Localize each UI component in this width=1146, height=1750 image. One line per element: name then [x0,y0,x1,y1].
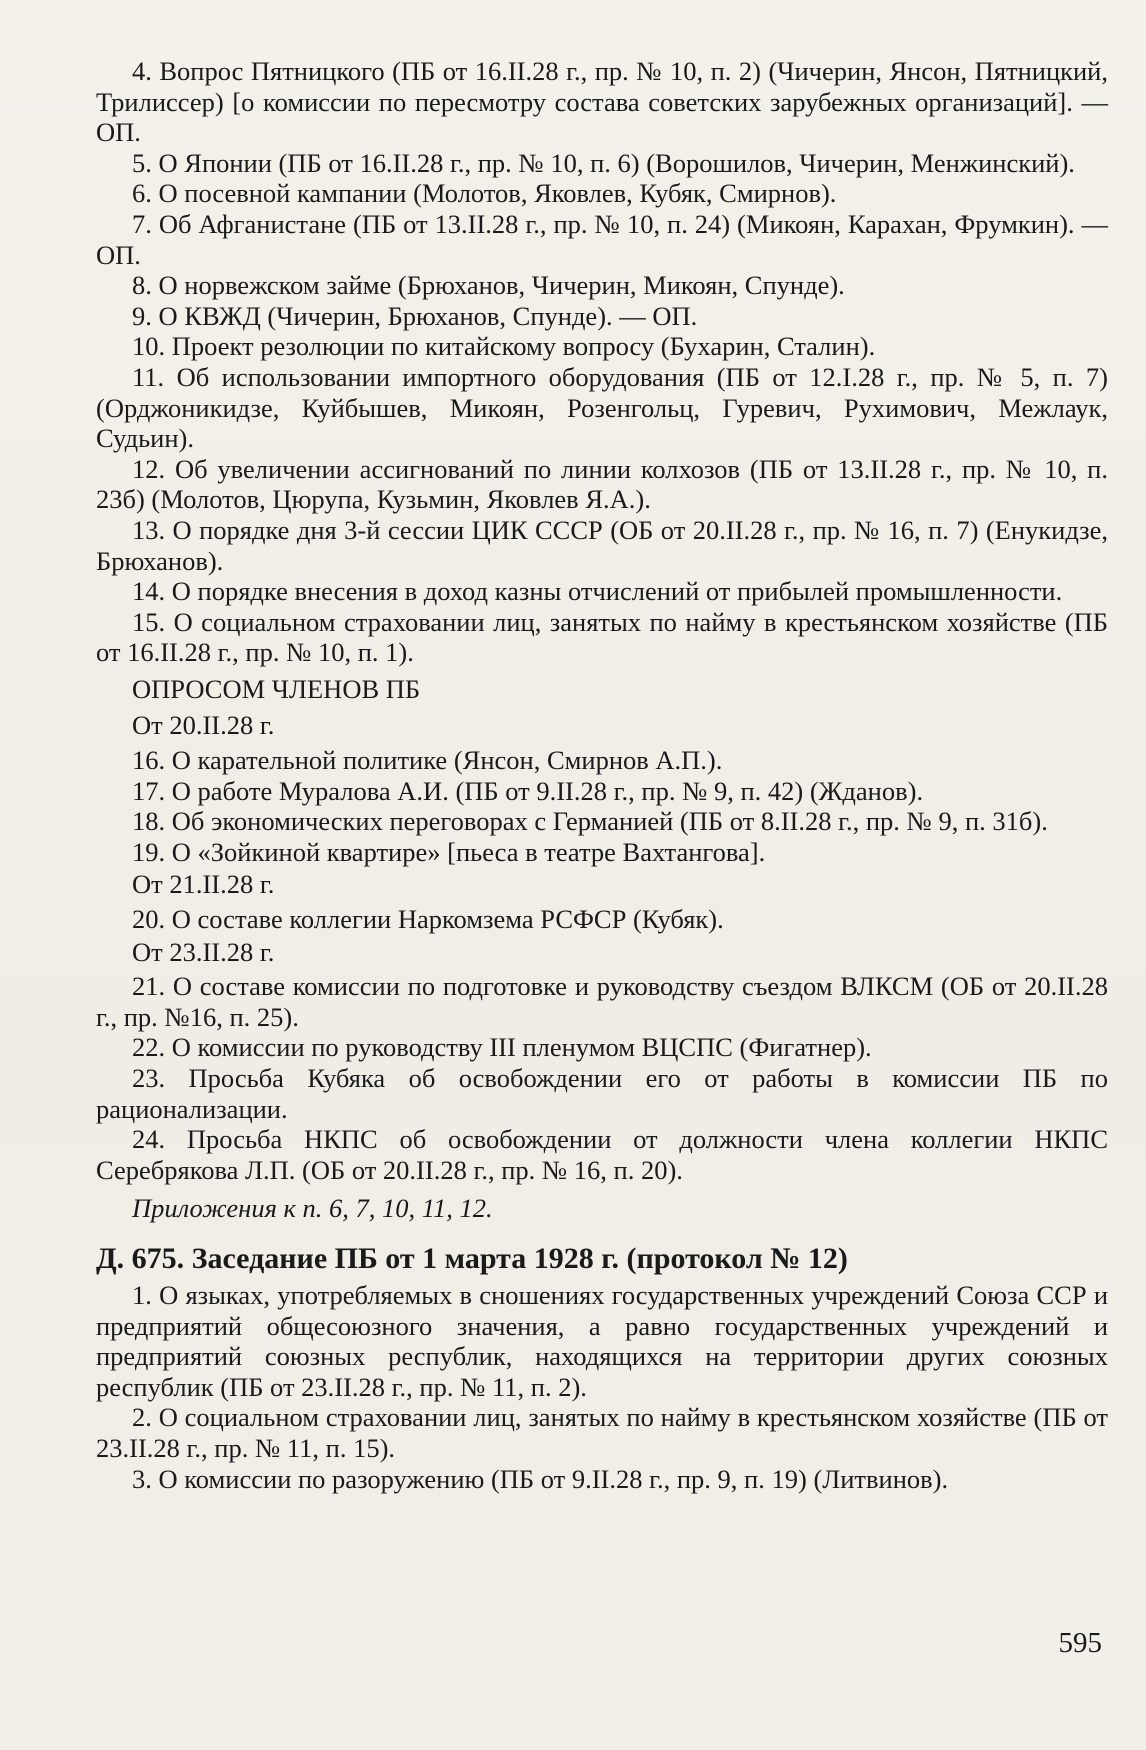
date-heading: От 20.II.28 г. [132,710,275,741]
list-item: 24. Просьба НКПС об освобождении от должности члена коллегии НКПС Серебрякова Л.П. (ОБ от 20.II.28 г., пр. № 16, п. 20). [96,1124,1108,1185]
list-item: 17. О работе Муралова А.И. (ПБ от 9.II.28 г., пр. № 9, п. 42) (Жданов). [132,775,924,806]
list-item: 5. О Японии (ПБ от 16.II.28 г., пр. № 10, п. 6) (Ворошилов, Чичерин, Менжинский). [132,147,1075,178]
page-body [96,56,1108,1494]
list-item: 6. О посевной кампании (Молотов, Яковлев, Кубяк, Смирнов). [132,178,837,209]
list-item: 20. О составе коллегии Наркомзема РСФСР (Кубяк). [132,904,724,935]
list-item: 10. Проект резолюции по китайскому вопросу (Бухарин, Сталин). [132,331,876,362]
list-item: 21. О составе комиссии по подготовке и руководству съездом ВЛКСМ (ОБ от 20.II.28 г., пр. №16, п. 25). [96,971,1108,1032]
list-item: 15. О социальном страховании лиц, занятых по найму в крестьянском хозяйстве (ПБ от 16.II.28 г., пр. № 10, п. 1). [96,606,1108,668]
list-item: 8. О норвежском займе (Брюханов, Чичерин, Микоян, Спунде). [132,270,845,301]
list-item: 13. О порядке дня 3-й сессии ЦИК СССР (ОБ от 20.II.28 г., пр. № 16, п. 7) (Енукидзе, Брюханов). [96,514,1108,576]
list-item: 14. О порядке внесения в доход казны отчислений от прибылей промышленности. [132,576,1063,607]
list-item: 2. О социальном страховании лиц, занятых по найму в крестьянском хозяйстве (ПБ от 23.II.28 г., пр. № 11, п. 15). [96,1402,1108,1463]
date-heading: От 21.II.28 г. [132,869,275,900]
list-item: 4. Вопрос Пятницкого (ПБ от 16.II.28 г., пр. № 10, п. 2) (Чичерин, Янсон, Пятницкий, Трилиссер) [о комиссии по пересмотру состава советских зарубежных организаций]. — ОП. [96,56,1108,148]
section-title: Д. 675. Заседание ПБ от 1 марта 1928 г. (протокол № 12) [96,1241,848,1275]
list-item: 18. Об экономических переговорах с Германией (ПБ от 8.II.28 г., пр. № 9, п. 31б). [132,806,1048,837]
list-item: 9. О КВЖД (Чичерин, Брюханов, Спунде). — ОП. [132,300,698,331]
list-item: 7. Об Афганистане (ПБ от 13.II.28 г., пр. № 10, п. 24) (Микоян, Карахан, Фрумкин). — ОП. [96,208,1108,270]
list-item: 3. О комиссии по разоружению (ПБ от 9.II.28 г., пр. 9, п. 19) (Литвинов). [132,1463,949,1494]
list-item: 19. О «Зойкиной квартире» [пьеса в театре Вахтангова]. [132,836,766,867]
list-item: 16. О карательной политике (Янсон, Смирнов А.П.). [132,745,723,776]
date-heading: От 23.II.28 г. [132,936,275,967]
list-item: 23. Просьба Кубяка об освобождении его от работы в комиссии ПБ по рационализации. [96,1063,1108,1124]
list-item: 22. О комиссии по руководству III пленумом ВЦСПС (Фигатнер). [132,1032,872,1063]
page-number: 595 [1058,1627,1102,1659]
list-item: 11. Об использовании импортного оборудования (ПБ от 12.I.28 г., пр. № 5, п. 7) (Орджоникидзе, Куйбышев, Микоян, Розенгольц, Гуревич, Рухимович, Межлаук, Судьин). [96,361,1108,454]
opros-heading: ОПРОСОМ ЧЛЕНОВ ПБ [132,673,421,704]
appendix-note: Приложения к п. 6, 7, 10, 11, 12. [132,1193,493,1224]
list-item: 12. Об увеличении ассигнований по линии колхозов (ПБ от 13.II.28 г., пр. № 10, п. 23б) (Молотов, Цюрупа, Кузьмин, Яковлев Я.А.). [96,453,1108,515]
list-item: 1. О языках, употребляемых в сношениях государственных учреждений Союза ССР и предприятий общесоюзного значения, а равно государственных учреждений и предприятий союзных республик, находящихся на территории других союзных республик (ПБ от 23.II.28 г., пр. № 11, п. 2). [96,1279,1108,1402]
